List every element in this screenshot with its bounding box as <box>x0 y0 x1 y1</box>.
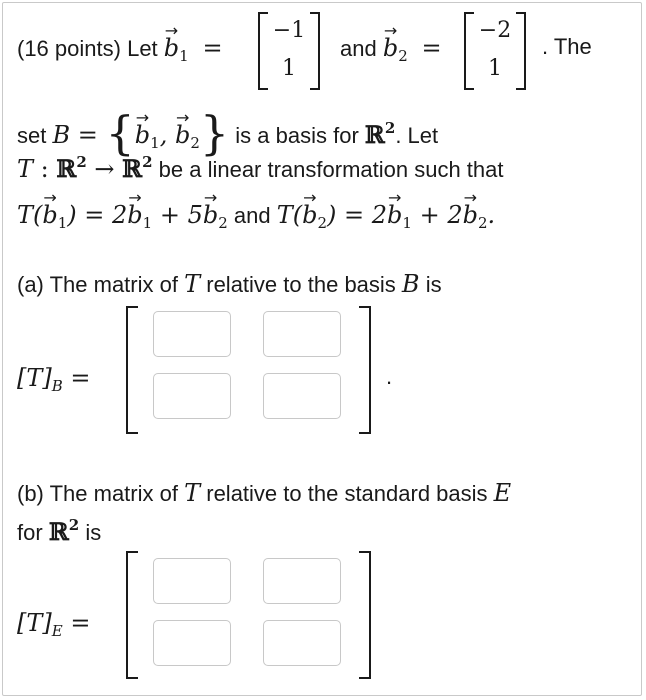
let-text: Let <box>127 36 158 61</box>
part-b-prompt-2: for ℝ$^2$ is <box>17 516 102 546</box>
and-text: and <box>340 36 377 61</box>
problem-line-1: (16 points) Let → $b_1$ = <box>17 36 223 64</box>
matrix-a-right-bracket <box>359 306 371 434</box>
problem-line-2: set B = {→ $b_1$, → $b_2$} is a basis for ℝ$^2$. Let <box>17 104 438 151</box>
matrix-b-cell-11[interactable] <box>153 558 231 604</box>
matrix-a-cell-12[interactable] <box>263 311 341 357</box>
b1-vector <box>258 12 320 90</box>
let2-text: . Let <box>395 123 439 148</box>
b1-top: −1 <box>272 18 306 43</box>
and2-text: and <box>233 203 271 228</box>
matrix-b-left-bracket <box>126 551 138 679</box>
b1-bottom: 1 <box>282 56 296 81</box>
be-linear-text: be a linear transformation such that <box>158 157 504 182</box>
b2-top: −2 <box>478 18 512 43</box>
matrix-a-cell-11[interactable] <box>153 311 231 357</box>
b2-symbol: → $b_2$ <box>383 34 408 62</box>
b2-vector <box>464 12 526 90</box>
the-text: . The <box>542 34 592 59</box>
problem-line-3: T : ℝ$^2$ → ℝ$^2$ be a linear transformation such that <box>17 153 504 183</box>
part-a-prompt: (a) The matrix of T relative to the basis B is <box>17 270 442 298</box>
b1-symbol: → $b_1$ <box>164 34 189 62</box>
b2-bottom: 1 <box>488 56 502 81</box>
matrix-b-right-bracket <box>359 551 371 679</box>
problem-line-1b: and → $b_2$ = <box>340 36 442 64</box>
matrix-b-cell-21[interactable] <box>153 620 231 666</box>
set-text: set <box>17 123 47 148</box>
problem-line-4: $T(\to b_1) = 2\to b_1 + 5\to b_2$ and $T(\to b_2) = 2\to b_1 + 2\to b_2$. <box>17 203 495 231</box>
points-label: (16 points) <box>17 36 121 61</box>
matrix-a-left-bracket <box>126 306 138 434</box>
matrix-a-cell-22[interactable] <box>263 373 341 419</box>
matrix-a-period: . <box>386 364 393 389</box>
part-a-matrix-label: $[T]_B$ = <box>17 364 91 395</box>
is-basis-text: is a basis for <box>235 123 359 148</box>
part-b-prompt: (b) The matrix of T relative to the standard basis E <box>17 479 512 507</box>
matrix-b-cell-22[interactable] <box>263 620 341 666</box>
matrix-a-cell-21[interactable] <box>153 373 231 419</box>
matrix-b-cell-12[interactable] <box>263 558 341 604</box>
part-b-matrix-label: $[T]_E$ = <box>17 609 91 640</box>
